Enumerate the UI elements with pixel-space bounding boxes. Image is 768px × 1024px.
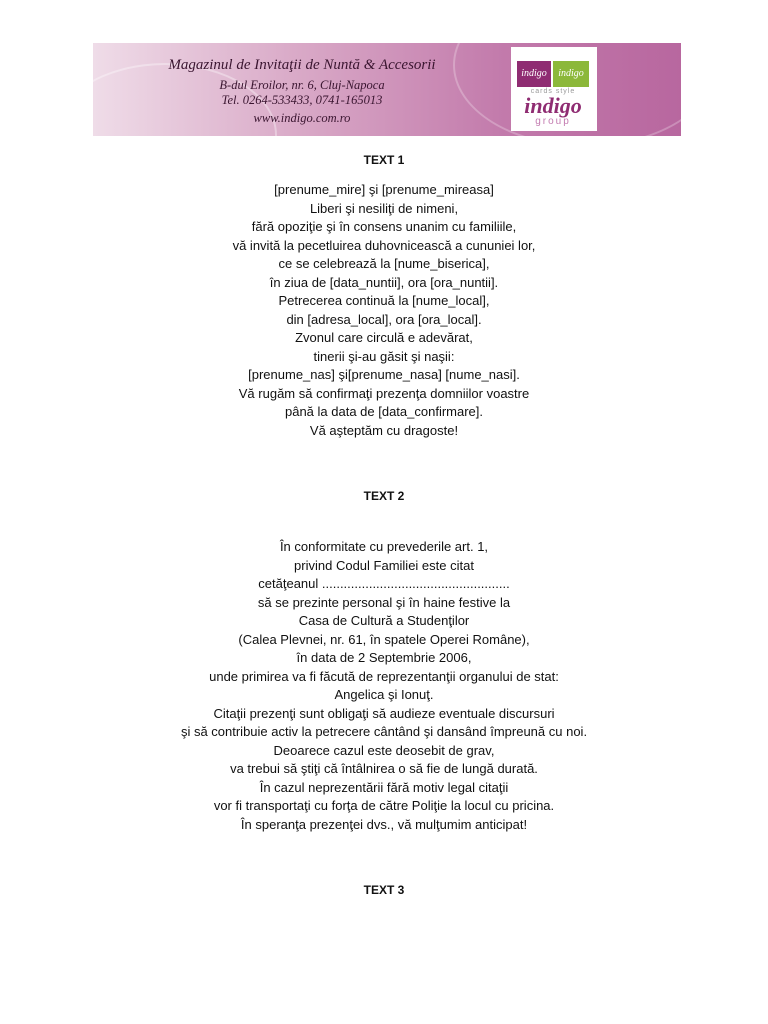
text-line: [prenume_nas] şi[prenume_nasa] [nume_nasi]. [248,367,520,382]
logo-box-left: indigo [517,61,551,87]
text-line: cetăţeanul .................................................... [258,576,510,591]
text-line: În cazul neprezentării fără motiv legal citaţii [259,779,509,795]
text-line: Liberi şi nesiliţi de nimeni, [309,200,459,216]
invitation-text-2 [0,538,768,834]
shop-title: Magazinul de Invitaţii de Nuntă & Accesorii [168,57,436,73]
text-line: să se prezinte personal şi în haine festive la [257,594,511,610]
text-line: vor fi transportaţi cu forţa de către Poliţie la locul cu pricina. [213,798,555,813]
text-line: Deoarece cazul este deosebit de grav, [273,742,495,758]
logo-group: group [535,116,571,127]
text-line: [prenume_mire] şi [prenume_mireasa] [274,182,494,197]
header-banner [93,43,681,136]
text-line: privind Codul Familiei este citat [294,557,474,573]
text-line: Casa de Cultură a Studenţilor [298,613,470,628]
text-line: Citaţii prezenţi sunt obligaţi să audieze eventuale discursuri [213,705,555,721]
logo-brand: indigo [524,93,582,118]
text-line: ce se celebrează la [nume_biserica], [278,256,490,271]
shop-phone: Tel. 0264-533433, 0741-165013 [221,93,383,107]
logo-box-right: indigo [553,61,589,87]
invitation-text-1 [0,181,768,440]
shop-info [93,43,511,136]
section-heading: TEXT 2 [363,489,405,503]
text-line: va trebui să ştiţi că întâlnirea o să fie de lungă durată. [230,761,538,776]
section-heading: TEXT 1 [363,153,405,167]
section-heading: TEXT 3 [363,883,405,897]
shop-address: B-dul Eroilor, nr. 6, Cluj-Napoca [219,78,385,92]
text-line: Vă rugăm să confirmaţi prezenţa domniilor voastre [238,385,530,401]
text-line: în data de 2 Septembrie 2006, [296,650,472,665]
text-line: Angelica şi Ionuţ. [334,687,434,702]
shop-website: www.indigo.com.ro [253,111,351,125]
text-line: În speranţa prezenţei dvs., vă mulţumim anticipat! [240,816,528,832]
text-line: Zvonul care circulă e adevărat, [295,330,473,345]
text-line: tinerii şi-au găsit şi naşii: [313,348,455,364]
text-line: în ziua de [data_nuntii], ora [ora_nuntii]. [269,274,499,290]
indigo-logo [511,47,597,131]
text-line: Petrecerea continuă la [nume_local], [278,293,490,308]
text-line: unde primirea va fi făcută de reprezentanţii organului de stat: [209,668,559,684]
text-line: În conformitate cu prevederile art. 1, [279,539,489,554]
text-line: vă invită la pecetluirea duhovnicească a cununiei lor, [232,237,536,253]
text-line: din [adresa_local], ora [ora_local]. [286,311,482,327]
text-line: până la data de [data_confirmare]. [284,404,484,419]
logo-subtitle: cards style [530,88,576,95]
text-line: (Calea Plevnei, nr. 61, în spatele Operei Române), [238,631,530,647]
text-line: fără opoziţie şi în consens unanim cu familiile, [251,219,517,234]
text-line: şi să contribuie activ la petrecere cântând şi dansând împreună cu noi. [180,724,588,739]
text-line: Vă aşteptăm cu dragoste! [309,422,459,438]
